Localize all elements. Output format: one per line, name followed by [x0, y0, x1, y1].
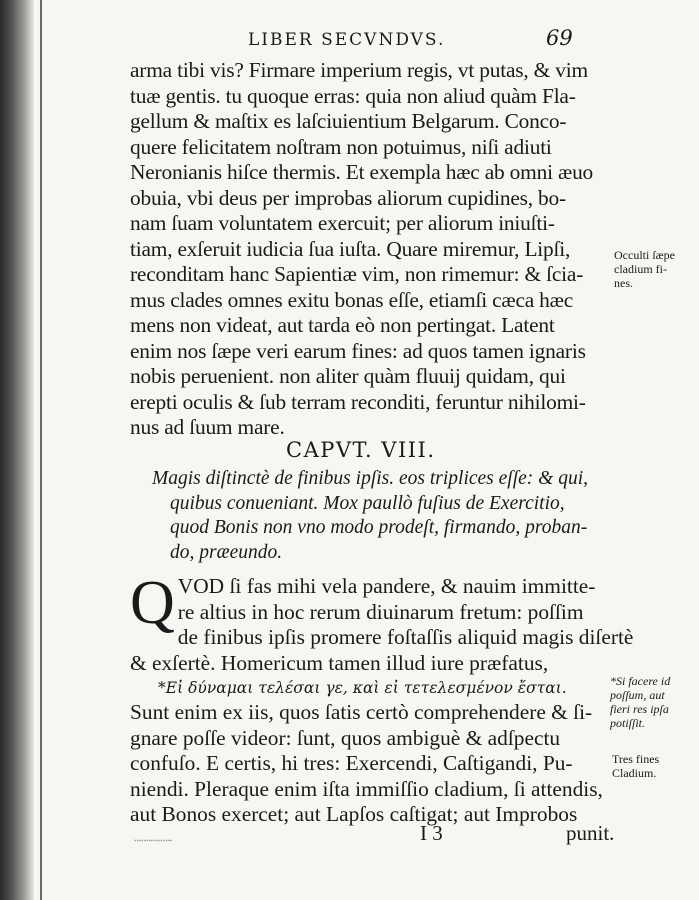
page-footer [130, 821, 615, 850]
text-line: VOD ſi fas mihi vela pandere, & nauim immitte- [177, 574, 596, 598]
text-line: quere felicitatem noſtram non potuimus, niſi adiuti [130, 134, 552, 159]
drop-cap: Q [130, 569, 175, 637]
page-number: 69 [546, 26, 573, 50]
chapter-text [130, 569, 634, 828]
text-line: reconditam hanc Sapientiæ vim, non rimemur: & ſcia- [130, 262, 584, 286]
text-line: nobis peruenient. non aliter quàm fluuij quidam, qui [130, 364, 566, 388]
text-line: de finibus ipſis promere foſtaſſis aliquid magis diſertè [177, 625, 634, 649]
text-line: arma tibi vis? Firmare imperium regis, vt putas, & vim [130, 58, 588, 82]
catchword: punit. [566, 821, 615, 845]
text-line: gellum & maſtix es laſciuientium Belgarum. Conco- [130, 109, 567, 133]
ink-smudge: ┈┈┈┈ [134, 831, 173, 850]
text-line: Neronianis hiſce thermis. Et exempla hæc ab omni æuo [130, 160, 594, 184]
text-line: mens non videat, aut tarda eò non pertingat. Latent [130, 313, 555, 337]
text-line: erepti oculis & ſub terram reconditi, feruntur nihilomi- [130, 389, 586, 414]
text-line: obuia, vbi deus per improbas aliorum cupidines, bo- [130, 185, 566, 210]
margin-note-greek-translation: *Si facere id poſſum, aut fieri res ipſa potiſſit. [610, 674, 671, 730]
text-line: & exſertè. Homericum tamen illud iure præfatus, [130, 650, 549, 675]
margin-note-three-ends: Tres fines Cladium. [612, 752, 660, 780]
greek-quotation: *Εἰ δύναμαι τελέσαι γε, καὶ εἰ τετελεσμένον ἔσται. [158, 679, 567, 697]
text-line: tiam, exſeruit iudicia ſua iuſta. Quare miremur, Lipſi, [130, 236, 571, 261]
margin-note-hidden-ends: Occulti ſæpe cladium fi- nes. [614, 248, 675, 290]
chapter-title: CAPVT. VIII. [286, 438, 436, 462]
text-line: nam ſuam voluntatem exercuit; per aliorum iniuſti- [130, 211, 555, 235]
body-text [130, 58, 600, 441]
running-title: LIBER SECVNDVS. [248, 30, 446, 50]
text-line: Sunt enim ex iis, quos ſatis certò comprehendere & ſi- [130, 700, 593, 724]
text-line: mus clades omnes exitu bonas eſſe, etiamſi cæca hæc [130, 287, 574, 312]
text-line: re altius in hoc rerum diuinarum fretum: poſſim [177, 599, 584, 624]
binding-gutter [0, 0, 34, 900]
gutter-edge [40, 0, 42, 900]
text-line: niendi. Pleraque enim iſta immiſſio cladium, ſi attendis, [130, 776, 603, 801]
text-line: confuſo. E certis, hi tres: Exercendi, Caſtigandi, Pu- [130, 751, 573, 775]
text-line: nus ad ſuum mare. [130, 415, 285, 439]
text-line: enim nos ſæpe veri earum fines: ad quos tamen ignaris [130, 338, 586, 363]
signature-mark: I 3 [420, 821, 443, 845]
chapter-summary: Magis diſtinctè de finibus ipſis. eos triplices eſſe: & qui, quibus conueniant. Mox paullò fuſius de Exercitio, quod Bonis non vno modo prodeſt, firmando, proban- do, præeundo. [152, 468, 588, 563]
text-line: gnare poſſe videor: ſunt, quos ambiguè & adſpectu [130, 725, 561, 750]
text-line: tuæ gentis. tu quoque erras: quia non aliud quàm Fla- [130, 83, 576, 108]
text-line: aut Bonos exercet; aut Lapſos caſtigat; aut Improbos [130, 802, 578, 826]
